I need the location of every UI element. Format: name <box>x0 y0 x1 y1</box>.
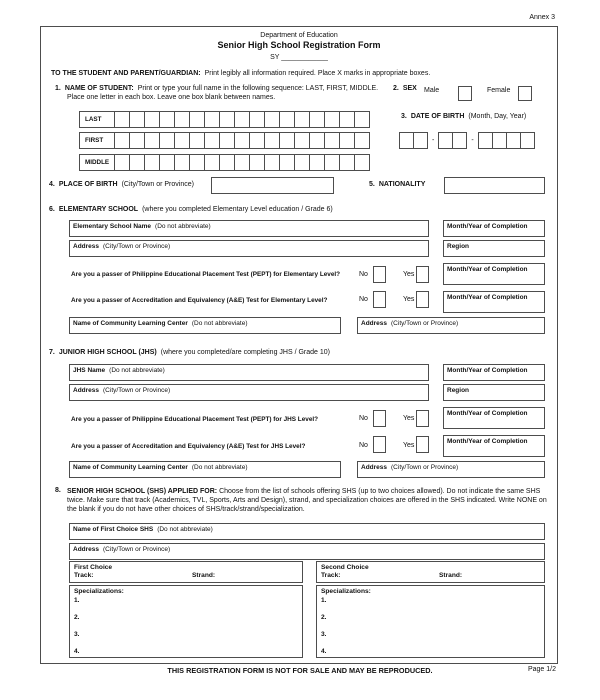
letter-box[interactable] <box>234 132 250 149</box>
address-label: Address <box>361 320 388 327</box>
elementary-section-note: (where you completed Elementary Level education / Grade 6) <box>142 206 333 213</box>
elementary-section-label: ELEMENTARY SCHOOL <box>58 206 139 213</box>
address-note: (City/Town or Province) <box>103 546 171 553</box>
letter-box[interactable] <box>204 111 220 128</box>
birthplace-label: PLACE OF BIRTH <box>58 181 118 188</box>
letter-box[interactable] <box>174 132 190 149</box>
elementary-pept-yes-checkbox[interactable] <box>416 266 429 283</box>
yes-label: Yes <box>403 415 415 422</box>
elementary-pept-no-checkbox[interactable] <box>373 266 386 283</box>
letter-box[interactable] <box>339 154 355 171</box>
first-choice-specializations-box[interactable] <box>69 585 303 658</box>
jhs-clc-address-input[interactable] <box>357 461 545 478</box>
elementary-ae-completion-input[interactable] <box>443 291 545 313</box>
dob-separator: - <box>471 137 474 144</box>
no-label: No <box>359 415 368 422</box>
jhs-section-header <box>49 349 330 357</box>
do-not-abbreviate-note: (Do not abbreviate) <box>157 526 213 533</box>
dob-month-box[interactable] <box>399 132 414 149</box>
elementary-completion-input[interactable] <box>443 220 545 237</box>
clc-label: Name of Community Learning Center <box>73 464 188 471</box>
letter-box[interactable] <box>144 111 160 128</box>
letter-box[interactable] <box>129 132 145 149</box>
name-section-header <box>55 85 378 93</box>
spec-item-4[interactable]: 4. <box>321 648 327 655</box>
elementary-ae-no-checkbox[interactable] <box>373 291 386 308</box>
jhs-pept-yes-checkbox[interactable] <box>416 410 429 427</box>
letter-box[interactable] <box>219 154 235 171</box>
middle-name-letter-boxes <box>114 154 370 171</box>
letter-box[interactable] <box>324 154 340 171</box>
letter-box[interactable] <box>234 154 250 171</box>
guardian-instruction <box>51 70 430 78</box>
name-row-last <box>79 111 370 128</box>
elementary-ae-yes-checkbox[interactable] <box>416 291 429 308</box>
dob-year-boxes <box>478 132 535 149</box>
letter-box[interactable] <box>309 132 325 149</box>
specializations-label: Specializations: <box>321 588 371 595</box>
elementary-pept-question: Are you a passer of Philippine Educational Placement Test (PEPT) for Elementary Level? <box>71 271 341 278</box>
elementary-clc-address-input[interactable] <box>357 317 545 334</box>
letter-box[interactable] <box>324 132 340 149</box>
dob-month-boxes <box>399 132 428 149</box>
region-label: Region <box>447 387 470 394</box>
letter-box[interactable] <box>114 154 130 171</box>
sex-male-checkbox[interactable] <box>458 86 472 101</box>
letter-box[interactable] <box>294 132 310 149</box>
guardian-instruction-text: Print legibly all information required. Place X marks in appropriate boxes. <box>204 70 431 77</box>
letter-box[interactable] <box>174 154 190 171</box>
school-year-line[interactable]: SY ____________ <box>270 54 328 61</box>
first-choice-shs-name-input[interactable] <box>69 523 545 540</box>
name-section-instruction1: Print or type your full name in the following sequence: LAST, FIRST, MIDDLE. <box>137 85 379 92</box>
section-number: 4. <box>49 181 55 188</box>
no-label: No <box>359 271 368 278</box>
guardian-instruction-label: TO THE STUDENT AND PARENT/GUARDIAN: <box>51 70 201 77</box>
section-number: 5. <box>369 181 375 188</box>
do-not-abbreviate-note: (Do not abbreviate) <box>191 320 248 327</box>
shs-section-instructions: Choose from the list of schools offering SHS (up to two choices allowed). Do not indicate the same SHS twice. Make sure that track (Academics, TVL, Sports, Arts and Design), strand, and specialization choices are offered in the SHS indicated. Write NONE on the blank if you do not have other choices of SHS/track/strand/specialization. <box>67 488 547 514</box>
spec-item-2[interactable]: 2. <box>321 614 327 621</box>
shs-section-label: SENIOR HIGH SCHOOL (SHS) APPLIED FOR: <box>67 488 218 495</box>
nationality-label: NATIONALITY <box>378 181 426 188</box>
do-not-abbreviate-note: (Do not abbreviate) <box>191 464 248 471</box>
form-frame <box>40 26 558 664</box>
shs-address-input[interactable] <box>69 543 545 560</box>
elementary-address-input[interactable] <box>69 240 429 257</box>
yes-label: Yes <box>403 271 415 278</box>
address-label: Address <box>73 546 100 553</box>
letter-box[interactable] <box>279 111 295 128</box>
letter-box[interactable] <box>204 132 220 149</box>
letter-box[interactable] <box>294 154 310 171</box>
letter-box[interactable] <box>159 111 175 128</box>
address-note: (City/Town or Province) <box>391 320 459 327</box>
dob-month-box[interactable] <box>413 132 428 149</box>
address-note: (City/Town or Province) <box>391 464 459 471</box>
letter-box[interactable] <box>189 111 205 128</box>
strand-label: Strand: <box>439 572 463 579</box>
letter-box[interactable] <box>264 132 280 149</box>
birthplace-input[interactable] <box>211 177 334 194</box>
completion-label: Month/Year of Completion <box>447 367 528 374</box>
dob-section-note: (Month, Day, Year) <box>468 113 527 120</box>
spec-item-4[interactable]: 4. <box>74 648 80 655</box>
elementary-section-header <box>49 206 333 214</box>
page-number: Page 1/2 <box>527 666 556 673</box>
dob-year-box[interactable] <box>492 132 507 149</box>
letter-box[interactable] <box>129 111 145 128</box>
letter-box[interactable] <box>279 154 295 171</box>
dob-section-header <box>401 113 526 121</box>
do-not-abbreviate-note: (Do not abbreviate) <box>109 367 165 374</box>
letter-box[interactable] <box>159 154 175 171</box>
jhs-clc-input[interactable] <box>69 461 341 478</box>
name-row-middle <box>79 154 370 171</box>
section-number: 1. <box>55 85 61 92</box>
nationality-input[interactable] <box>444 177 545 194</box>
birthplace-note: (City/Town or Province) <box>121 181 194 188</box>
first-choice-track-box[interactable] <box>69 561 303 583</box>
footer-notice: THIS REGISTRATION FORM IS NOT FOR SALE AND MAY BE REPRODUCED. <box>167 666 433 675</box>
letter-box[interactable] <box>189 154 205 171</box>
jhs-address-input[interactable] <box>69 384 429 401</box>
spec-item-3[interactable]: 3. <box>321 631 327 638</box>
letter-box[interactable] <box>249 132 265 149</box>
spec-item-2[interactable]: 2. <box>74 614 80 621</box>
nationality-section-header <box>369 181 425 189</box>
letter-box[interactable] <box>279 132 295 149</box>
sex-section-header <box>393 85 417 93</box>
female-label: Female <box>487 87 511 94</box>
letter-box[interactable] <box>309 154 325 171</box>
dob-year-box[interactable] <box>520 132 535 149</box>
letter-box[interactable] <box>339 111 355 128</box>
letter-box[interactable] <box>144 154 160 171</box>
letter-box[interactable] <box>114 132 130 149</box>
letter-box[interactable] <box>354 111 370 128</box>
name-section-instruction2: Place one letter in each box. Leave one box blank between names. <box>67 94 276 101</box>
section-number: 7. <box>49 349 55 356</box>
letter-box[interactable] <box>324 111 340 128</box>
letter-box[interactable] <box>174 111 190 128</box>
first-choice-track-row <box>74 572 298 579</box>
male-label: Male <box>424 87 440 94</box>
name-row-label-first: FIRST <box>79 132 115 149</box>
jhs-ae-completion-input[interactable] <box>443 435 545 457</box>
section-number: 6. <box>49 206 55 213</box>
name-row-label-last: LAST <box>79 111 115 128</box>
sex-section-label: SEX <box>402 85 417 92</box>
letter-box[interactable] <box>219 111 235 128</box>
second-choice-title: Second Choice <box>321 564 369 571</box>
completion-label: Month/Year of Completion <box>447 294 528 301</box>
letter-box[interactable] <box>264 154 280 171</box>
address-label: Address <box>361 464 388 471</box>
dob-input-row <box>399 132 535 149</box>
letter-box[interactable] <box>294 111 310 128</box>
address-label: Address <box>73 387 100 394</box>
letter-box[interactable] <box>264 111 280 128</box>
first-choice-title: First Choice <box>74 564 113 571</box>
department-name: Department of Education <box>260 32 338 39</box>
strand-label: Strand: <box>192 572 216 579</box>
letter-box[interactable] <box>114 111 130 128</box>
address-note: (City/Town or Province) <box>103 387 171 394</box>
dob-day-boxes <box>438 132 467 149</box>
letter-box[interactable] <box>144 132 160 149</box>
elementary-pept-completion-input[interactable] <box>443 263 545 285</box>
elementary-region-input[interactable] <box>443 240 545 257</box>
completion-label: Month/Year of Completion <box>447 410 528 417</box>
form-title: Senior High School Registration Form <box>217 40 381 50</box>
letter-box[interactable] <box>249 111 265 128</box>
do-not-abbreviate-note: (Do not abbreviate) <box>155 223 211 230</box>
jhs-pept-question: Are you a passer of Philippine Educational Placement Test (PEPT) for JHS Level? <box>71 416 319 423</box>
address-label: Address <box>73 243 100 250</box>
no-label: No <box>359 296 368 303</box>
second-choice-specializations-box[interactable] <box>316 585 545 658</box>
second-choice-track-box[interactable] <box>316 561 545 583</box>
dob-separator: - <box>432 137 435 144</box>
section-number: 8. <box>55 487 61 494</box>
clc-label: Name of Community Learning Center <box>73 320 188 327</box>
jhs-section-note: (where you completed/are completing JHS / Grade 10) <box>160 349 330 356</box>
jhs-ae-question: Are you a passer of Accreditation and Equivalency (A&E) Test for JHS Level? <box>71 443 306 450</box>
region-label: Region <box>447 243 470 250</box>
name-row-label-middle: MIDDLE <box>79 154 115 171</box>
letter-box[interactable] <box>339 132 355 149</box>
jhs-name-input[interactable] <box>69 364 429 381</box>
section-number: 3. <box>401 113 407 120</box>
shs-section-header <box>55 487 549 515</box>
spec-item-3[interactable]: 3. <box>74 631 80 638</box>
annex-label: Annex 3 <box>529 14 555 21</box>
elementary-school-name-label: Elementary School Name <box>73 223 152 230</box>
letter-box[interactable] <box>309 111 325 128</box>
yes-label: Yes <box>403 442 415 449</box>
elementary-ae-question: Are you a passer of Accreditation and Equivalency (A&E) Test for Elementary Level? <box>71 297 328 304</box>
no-label: No <box>359 442 368 449</box>
dob-day-box[interactable] <box>452 132 467 149</box>
first-choice-shs-label: Name of First Choice SHS <box>73 526 154 533</box>
letter-box[interactable] <box>234 111 250 128</box>
letter-box[interactable] <box>219 132 235 149</box>
jhs-ae-yes-checkbox[interactable] <box>416 436 429 453</box>
section-number: 2. <box>393 85 399 92</box>
jhs-completion-input[interactable] <box>443 364 545 381</box>
elementary-clc-input[interactable] <box>69 317 341 334</box>
jhs-ae-no-checkbox[interactable] <box>373 436 386 453</box>
address-note: (City/Town or Province) <box>103 243 171 250</box>
letter-box[interactable] <box>129 154 145 171</box>
jhs-section-label: JUNIOR HIGH SCHOOL (JHS) <box>58 349 157 356</box>
dob-section-label: DATE OF BIRTH <box>410 113 465 120</box>
track-label: Track: <box>321 572 341 579</box>
second-choice-track-row <box>321 572 540 579</box>
dob-year-box[interactable] <box>478 132 493 149</box>
completion-label: Month/Year of Completion <box>447 438 528 445</box>
dob-year-box[interactable] <box>506 132 521 149</box>
letter-box[interactable] <box>189 132 205 149</box>
jhs-region-input[interactable] <box>443 384 545 401</box>
spec-item-1[interactable]: 1. <box>74 597 80 604</box>
dob-day-box[interactable] <box>438 132 453 149</box>
first-name-letter-boxes <box>114 132 370 149</box>
jhs-pept-completion-input[interactable] <box>443 407 545 429</box>
specializations-label: Specializations: <box>74 588 124 595</box>
letter-box[interactable] <box>204 154 220 171</box>
letter-box[interactable] <box>354 154 370 171</box>
birthplace-section-header <box>49 181 194 189</box>
jhs-pept-no-checkbox[interactable] <box>373 410 386 427</box>
track-label: Track: <box>74 572 94 579</box>
sex-female-checkbox[interactable] <box>518 86 532 101</box>
completion-label: Month/Year of Completion <box>447 266 528 273</box>
letter-box[interactable] <box>354 132 370 149</box>
jhs-name-label: JHS Name <box>73 367 106 374</box>
last-name-letter-boxes <box>114 111 370 128</box>
name-row-first <box>79 132 370 149</box>
completion-label: Month/Year of Completion <box>447 223 528 230</box>
letter-box[interactable] <box>249 154 265 171</box>
shs-section-text <box>67 487 549 515</box>
name-section-label: NAME OF STUDENT: <box>64 85 134 92</box>
yes-label: Yes <box>403 296 415 303</box>
elementary-school-name-input[interactable] <box>69 220 429 237</box>
letter-box[interactable] <box>159 132 175 149</box>
spec-item-1[interactable]: 1. <box>321 597 327 604</box>
